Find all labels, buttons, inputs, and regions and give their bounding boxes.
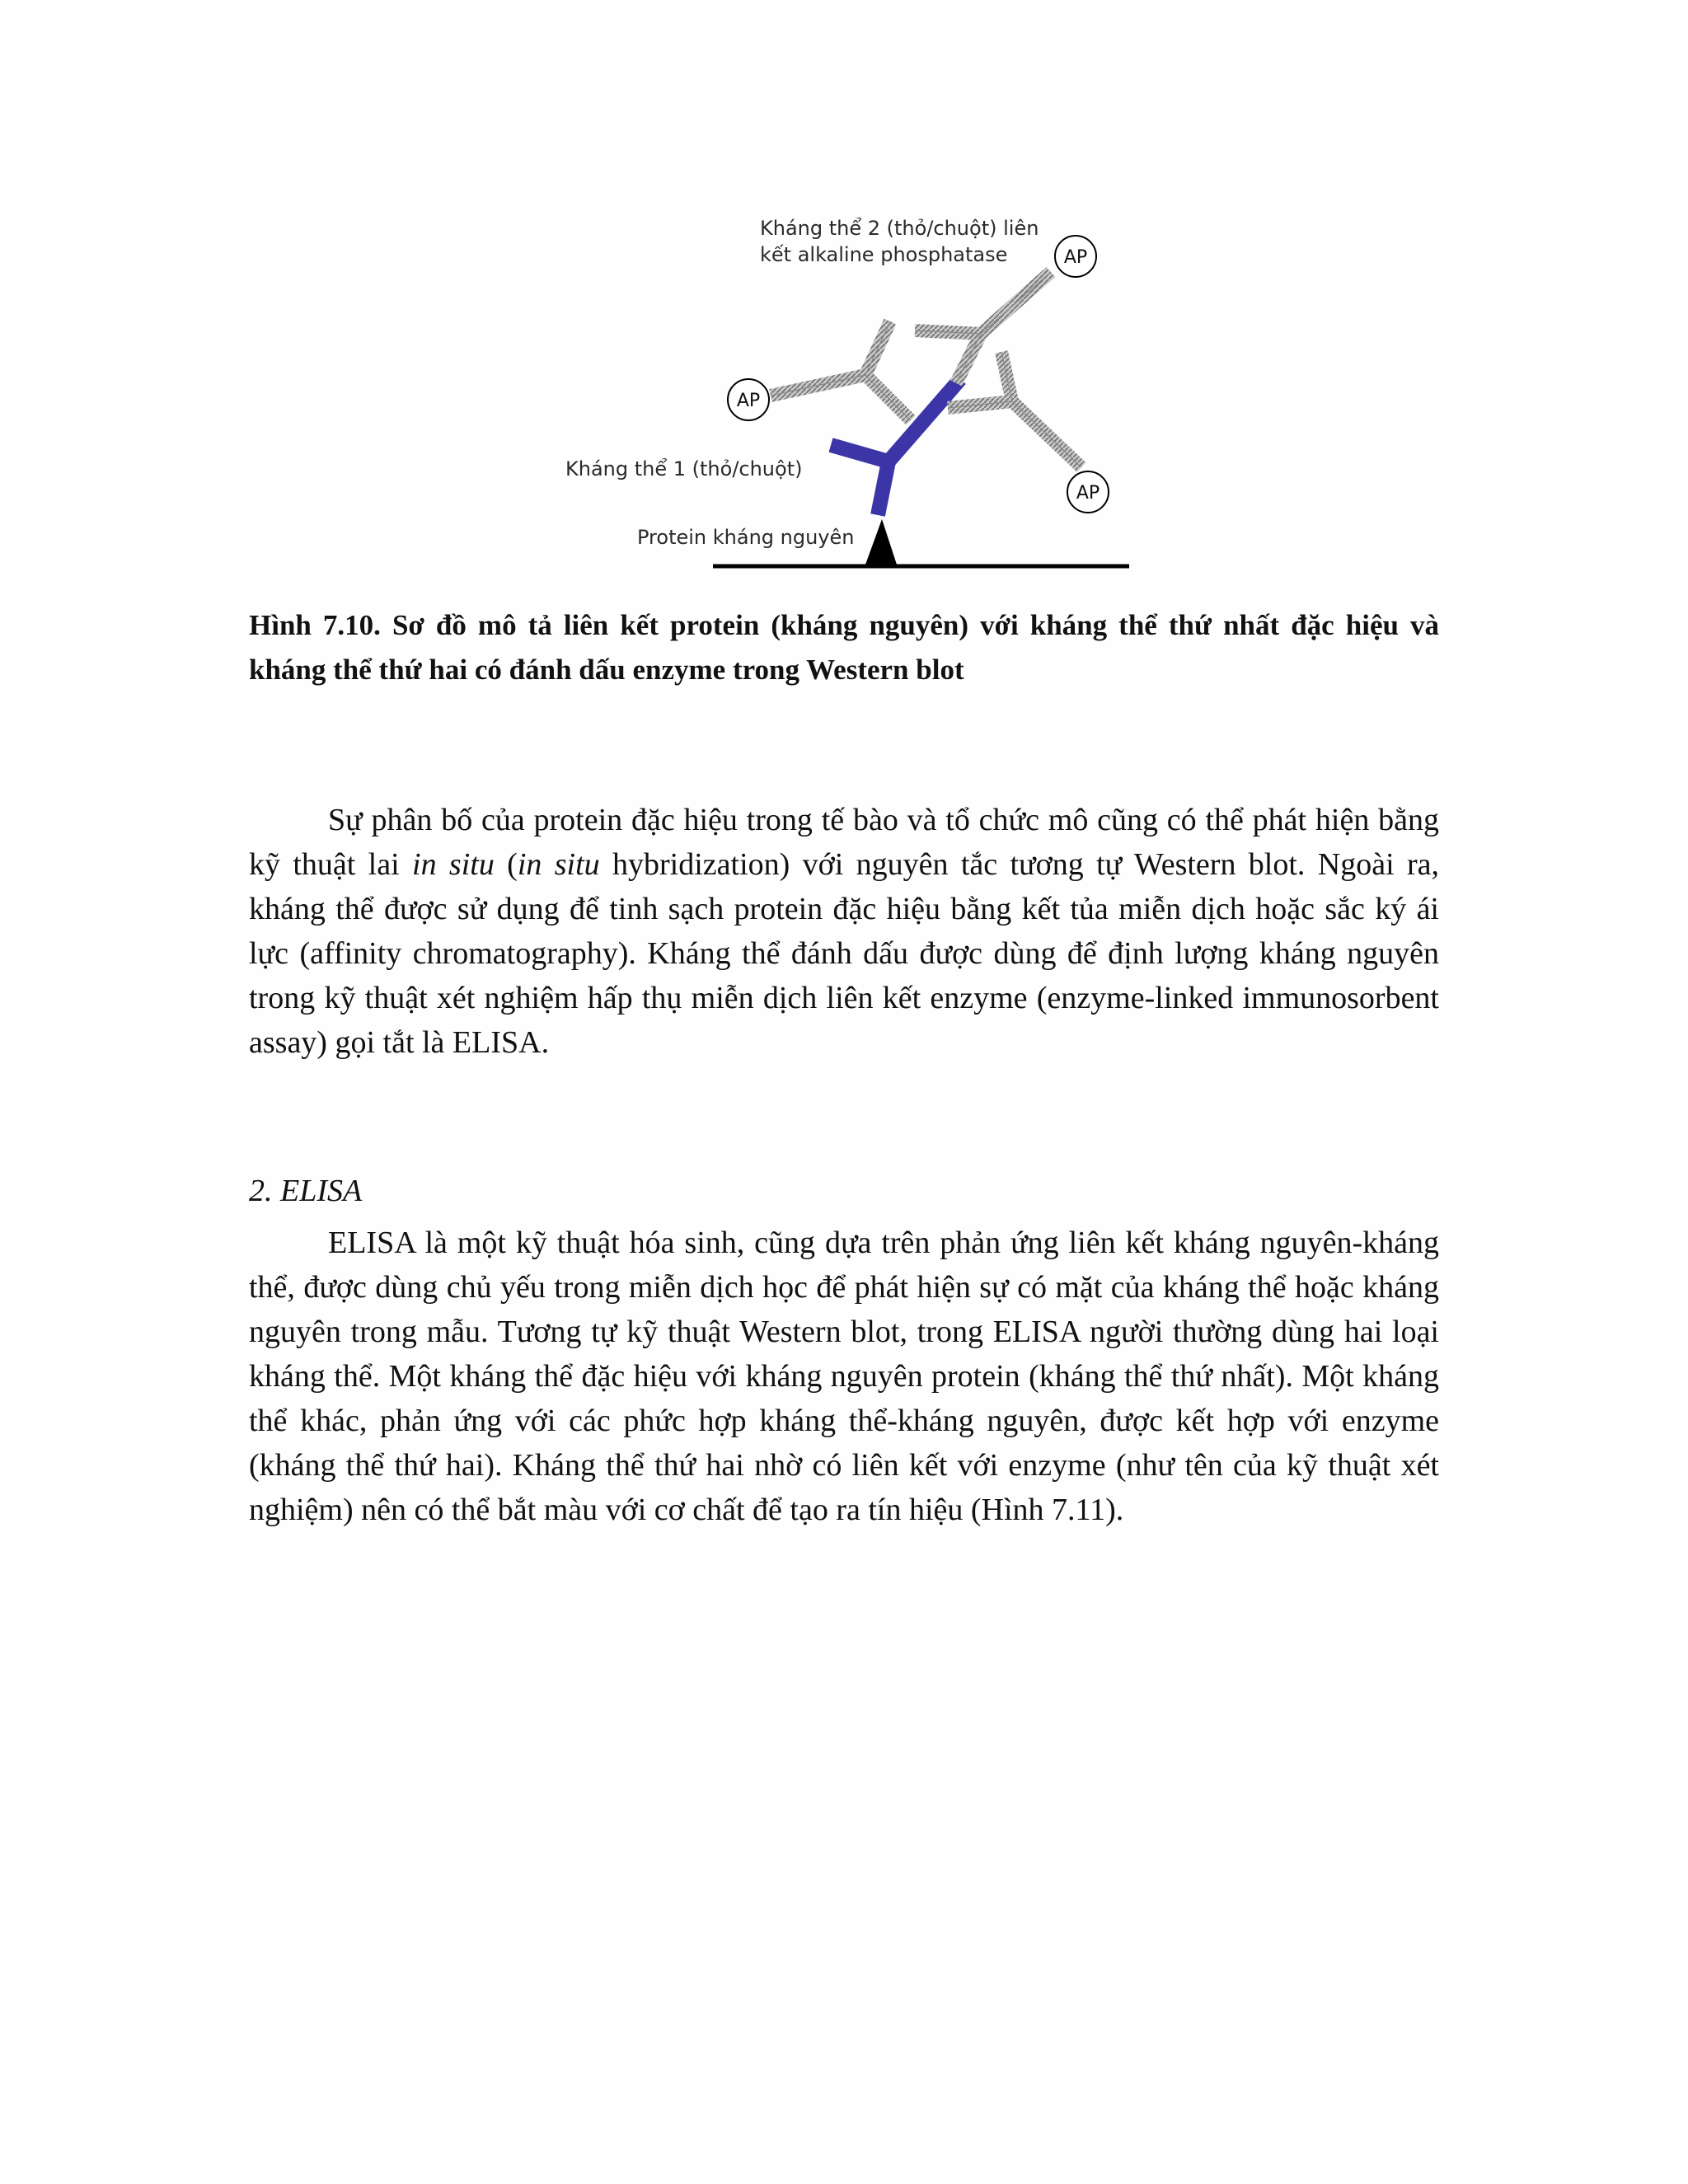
section-heading: 2. ELISA bbox=[249, 1174, 363, 1208]
caption-prefix: Hình 7.10. bbox=[249, 609, 381, 641]
antibody-diagram-svg bbox=[544, 210, 1154, 581]
paragraph1-italic-a: in situ bbox=[412, 847, 495, 882]
secondary-antibody-label-line2: kết alkaline phosphatase bbox=[760, 243, 1008, 266]
secondary-antibody-label-line1: Kháng thể 2 (thỏ/chuột) liên bbox=[760, 217, 1039, 240]
secondary-antibody-top bbox=[915, 272, 1051, 383]
ap-label: AP bbox=[736, 391, 761, 411]
ap-enzyme-right bbox=[1067, 471, 1109, 513]
secondary-antibody-left bbox=[771, 321, 911, 420]
primary-antibody-label: Kháng thể 1 (thỏ/chuột) bbox=[565, 457, 803, 480]
paragraph1-text-b: ( bbox=[494, 847, 518, 882]
antigen-label: Protein kháng nguyên bbox=[637, 526, 855, 549]
paragraph-elisa: ELISA là một kỹ thuật hóa sinh, cũng dựa trên phản ứng liên kết kháng nguyên-kháng thể, được dùng chủ yếu trong miễn dịch học để phát hiện sự có mặt của kháng thể hoặc kháng nguyên trong mẫu. Tương tự kỹ thuật Western blot, trong ELISA người thường dùng hai loại kháng thể. Một kháng thể đặc hiệu với kháng nguyên protein (kháng thể thứ nhất). Một kháng thể khác, phản ứng với các phức hợp kháng thể-kháng nguyên, được kết hợp với enzyme (kháng thể thứ hai). Kháng thể thứ hai nhờ có liên kết với enzyme (như tên của kỹ thuật xét nghiệm) nên có thể bắt màu với cơ chất để tạo ra tín hiệu (Hình 7.11). bbox=[249, 1226, 1439, 1527]
paragraph1-text-a: Sự phân bố của protein đặc hiệu trong tế bào và tổ chức mô cũng có thể phát hiện bằng kỹ thuật lai bbox=[249, 803, 1439, 882]
paragraph1-italic-b: in situ bbox=[517, 847, 600, 882]
paragraph1-text-c: hybridization) với nguyên tắc tương tự Western blot. Ngoài ra, kháng thể được sử dụng để tinh sạch protein đặc hiệu bằng kết tủa miễn dịch hoặc sắc ký ái lực (affinity chromatography). Kháng thể đánh dấu được dùng để định lượng kháng nguyên trong kỹ thuật xét nghiệm hấp thụ miễn dịch liên kết enzyme (enzyme-linked immunosorbent assay) gọi tắt là ELISA. bbox=[249, 847, 1439, 1060]
ap-enzyme-top bbox=[1055, 236, 1096, 277]
antigen-triangle bbox=[865, 519, 897, 565]
figure-caption bbox=[249, 603, 1439, 692]
ap-label: AP bbox=[1076, 483, 1100, 504]
western-blot-diagram bbox=[544, 210, 1154, 581]
paragraph-western-blot bbox=[249, 798, 1439, 1065]
ap-label: AP bbox=[1063, 247, 1088, 268]
caption-text: Sơ đồ mô tả liên kết protein (kháng nguyên) với kháng thể thứ nhất đặc hiệu và kháng thể thứ hai có đánh dấu enzyme trong Western blot bbox=[249, 609, 1439, 686]
ap-enzyme-left bbox=[728, 379, 769, 420]
